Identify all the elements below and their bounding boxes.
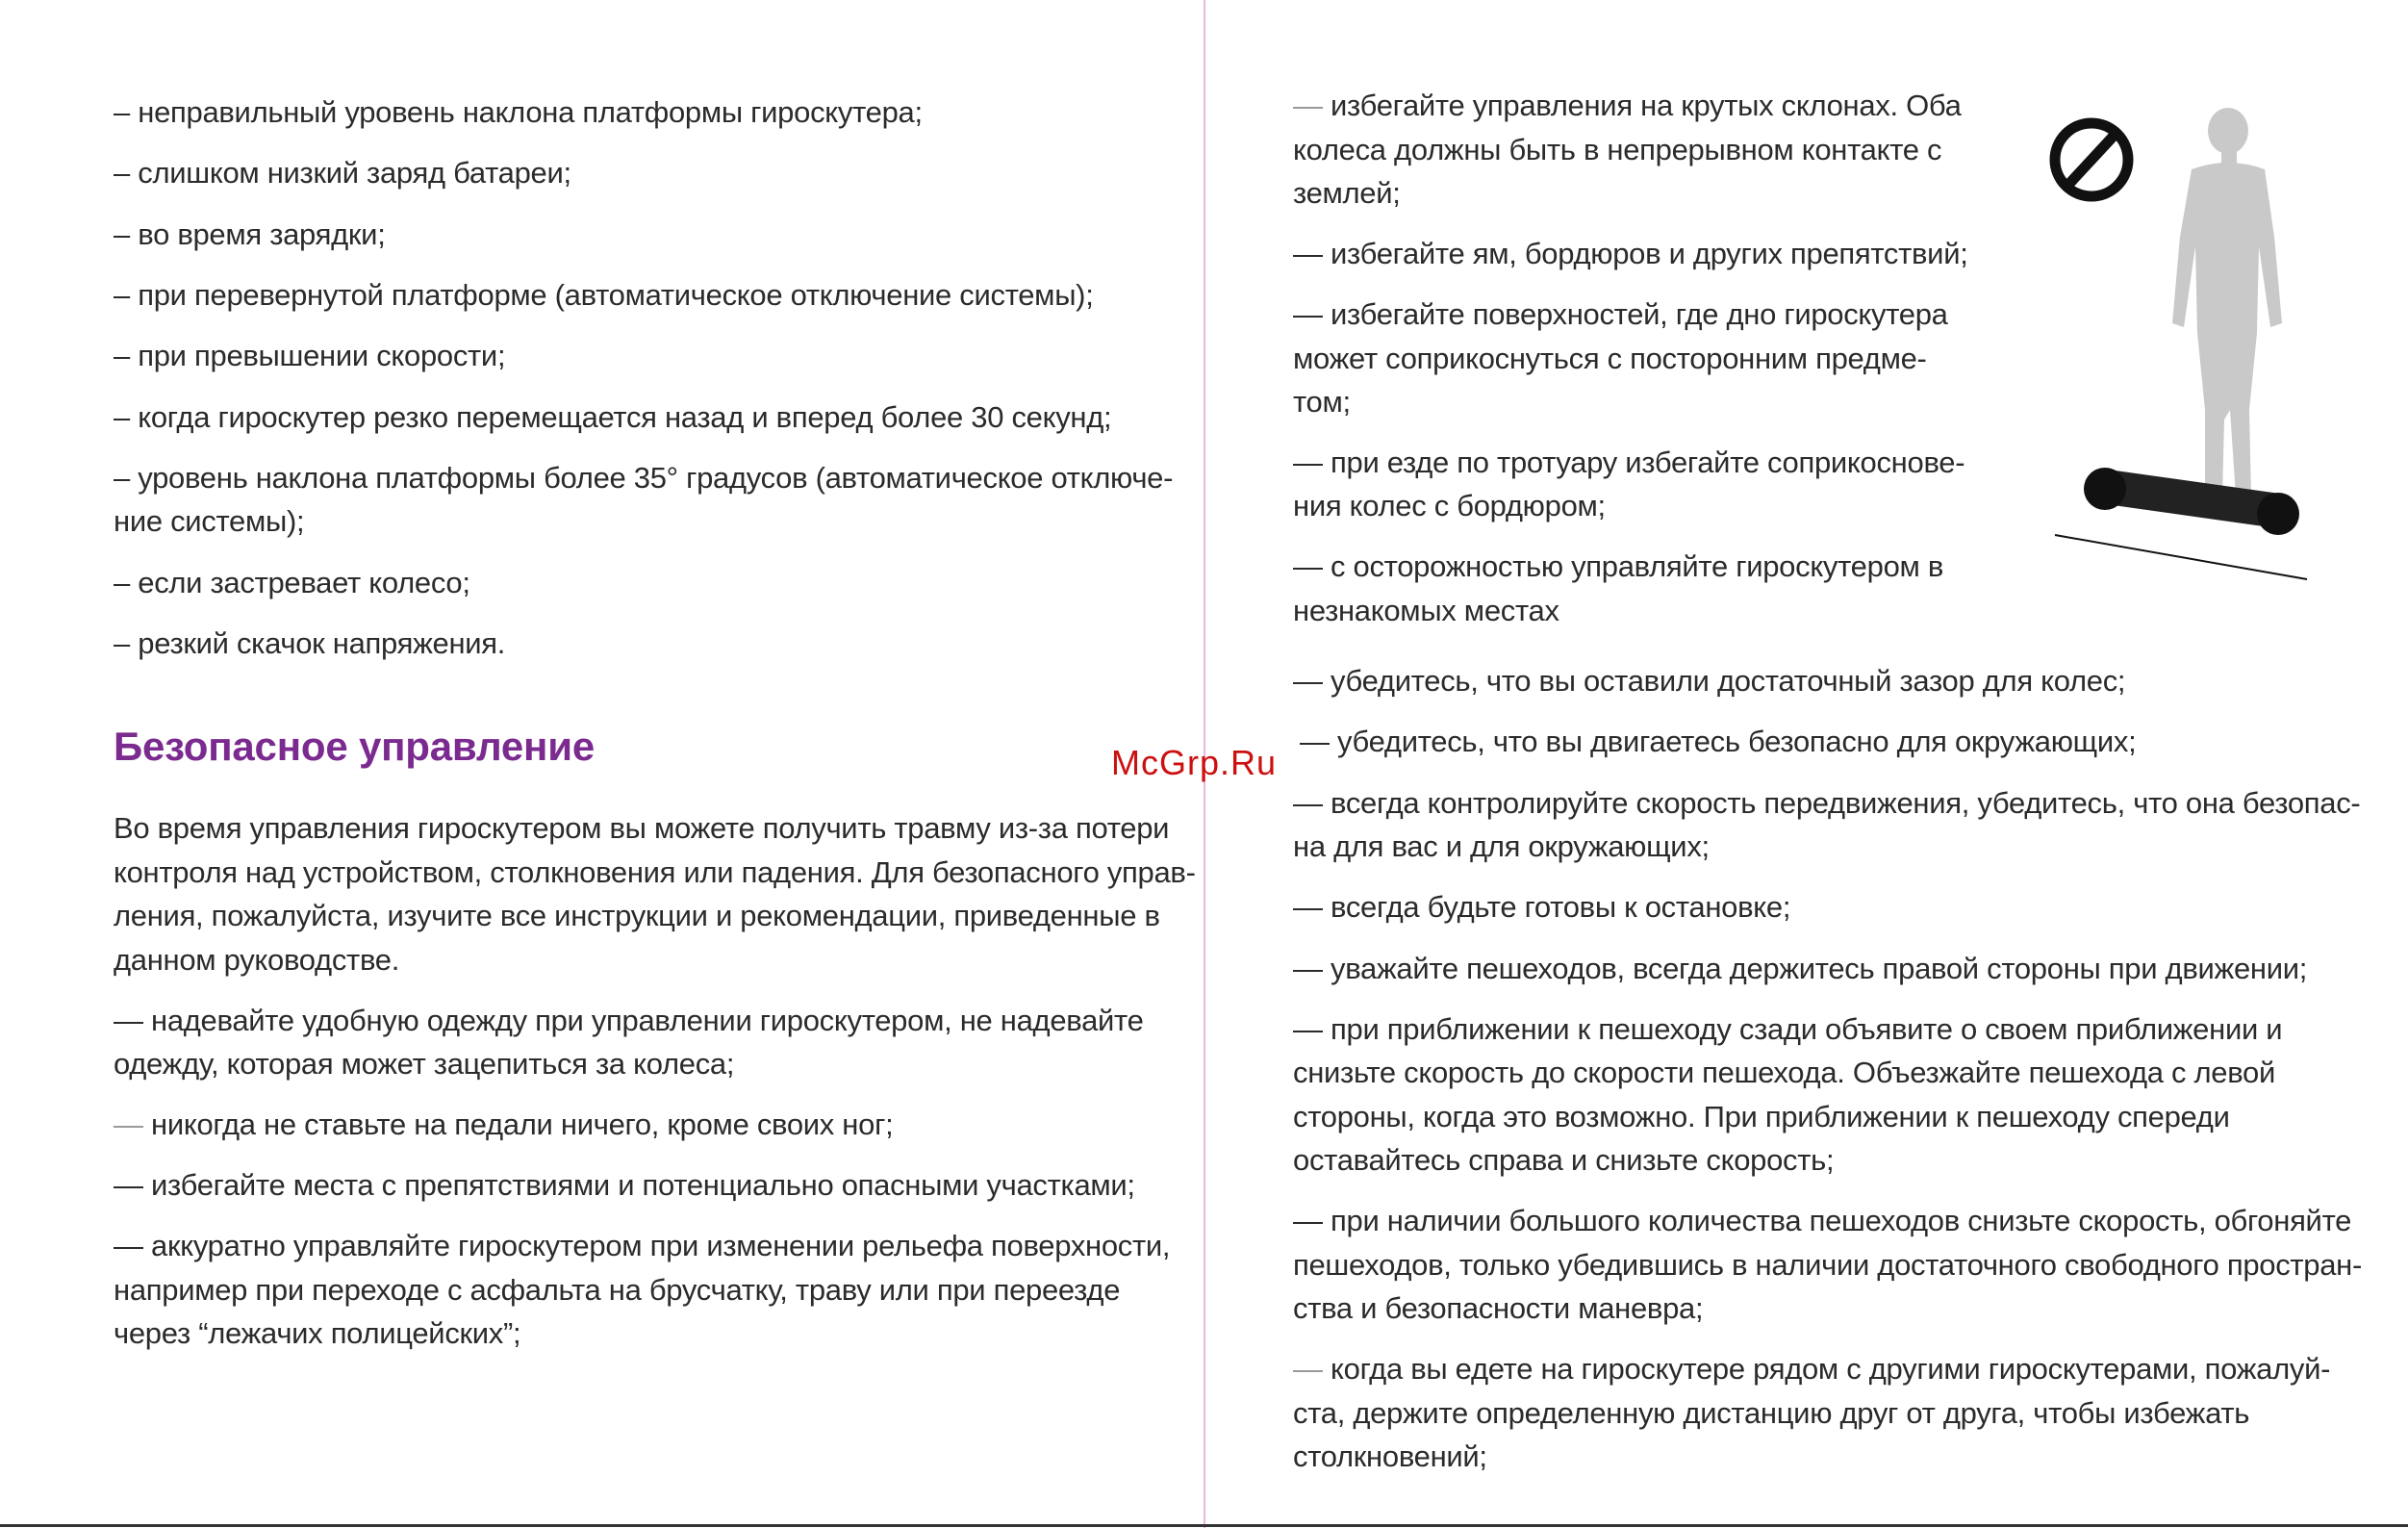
rule-line: — аккуратно управляйте гироскутером при изменении рельефа поверхности, bbox=[114, 1229, 1171, 1262]
list-item: – при превышении скорости; bbox=[114, 339, 506, 372]
rule-line: ста, держите определенную дистанцию друг от друга, чтобы избежать bbox=[1293, 1396, 2250, 1430]
prohibition-icon bbox=[2055, 123, 2128, 196]
rule-line: — при наличии большого количества пешеходов снизьте скорость, обгоняйте bbox=[1293, 1204, 2352, 1237]
rule-line: оставайтесь справа и снизьте скорость; bbox=[1293, 1143, 1835, 1177]
rule-line: стороны, когда это возможно. При приближении к пешеходу спереди bbox=[1293, 1100, 2230, 1133]
rule-line: — уважайте пешеходов, всегда держитесь правой стороны при движении; bbox=[1293, 952, 2308, 985]
rule-line: например при переходе с асфальта на брусчатку, траву или при переезде bbox=[114, 1273, 1121, 1307]
rule-line: на для вас и для окружающих; bbox=[1293, 829, 1710, 863]
intro-line: контроля над устройством, столкновения или падения. Для безопасного управ- bbox=[114, 855, 1196, 889]
rule-line: через “лежачих полицейских”; bbox=[114, 1316, 521, 1350]
rule-line: — всегда будьте готовы к остановке; bbox=[1293, 890, 1791, 924]
rule-line: — надевайте удобную одежду при управлении гироскутером, не надевайте bbox=[114, 1004, 1144, 1037]
rule-line: может соприкоснуться с посторонним предме- bbox=[1293, 342, 1927, 375]
list-item: ние системы); bbox=[114, 504, 305, 538]
section-title: Безопасное управление bbox=[114, 724, 596, 769]
rule-line: — никогда не ставьте на педали ничего, кроме своих ног; bbox=[114, 1108, 894, 1141]
hoverboard-icon bbox=[2055, 468, 2307, 579]
rule-line: — избегайте ям, бордюров и других препятствий; bbox=[1293, 237, 1968, 270]
list-item: – уровень наклона платформы более 35° градусов (автоматическое отключе- bbox=[114, 461, 1174, 495]
rule-line: — когда вы едете на гироскутере рядом с другими гироскутерами, пожалуй- bbox=[1293, 1352, 2331, 1386]
rule-line: — избегайте места с препятствиями и потенциально опасными участками; bbox=[114, 1168, 1135, 1202]
rule-line: ния колес с бордюром; bbox=[1293, 489, 1606, 522]
list-item: – если застревает колесо; bbox=[114, 566, 470, 599]
intro-line: Во время управления гироскутером вы можете получить травму из-за потери bbox=[114, 811, 1170, 845]
rule-line: снизьте скорость до скорости пешехода. Объезжайте пешехода с левой bbox=[1293, 1056, 2276, 1089]
rule-line: ства и безопасности маневра; bbox=[1293, 1291, 1704, 1325]
rule-line: незнакомых местах bbox=[1293, 594, 1559, 627]
rule-line: — при езде по тротуару избегайте соприкоснове- bbox=[1293, 446, 1965, 479]
list-item: – резкий скачок напряжения. bbox=[114, 626, 506, 660]
rule-line: — убедитесь, что вы оставили достаточный зазор для колес; bbox=[1293, 664, 2126, 698]
rule-line: — избегайте поверхностей, где дно гироскутера bbox=[1293, 297, 1948, 331]
rule-line: столкновений; bbox=[1293, 1439, 1487, 1473]
watermark: McGrp.Ru bbox=[1111, 743, 1278, 782]
slope-warning-illustration bbox=[2036, 92, 2315, 593]
bottom-rule bbox=[0, 1524, 2408, 1527]
rule-line: колеса должны быть в непрерывном контакте с bbox=[1293, 133, 1942, 166]
rule-line: — всегда контролируйте скорость передвижения, убедитесь, что она безопас- bbox=[1293, 786, 2361, 820]
intro-line: данном руководстве. bbox=[114, 943, 400, 977]
rule-line: — избегайте управления на крутых склонах. Оба bbox=[1293, 89, 1962, 122]
list-item: – неправильный уровень наклона платформы гироскутера; bbox=[114, 95, 923, 129]
rule-line: землей; bbox=[1293, 176, 1401, 210]
rule-line: пешеходов, только убедившись в наличии достаточного свободного простран- bbox=[1293, 1248, 2363, 1282]
person-silhouette-icon bbox=[2172, 108, 2282, 497]
rule-line: том; bbox=[1293, 385, 1351, 419]
rule-line: — с осторожностью управляйте гироскутером в bbox=[1293, 549, 1944, 583]
rule-line: — убедитесь, что вы двигаетесь безопасно для окружающих; bbox=[1300, 725, 2137, 758]
list-item: – слишком низкий заряд батареи; bbox=[114, 156, 571, 190]
list-item: – когда гироскутер резко перемещается назад и вперед более 30 секунд; bbox=[114, 400, 1112, 434]
rule-line: одежду, которая может зацепиться за колеса; bbox=[114, 1047, 735, 1081]
rule-line: — при приближении к пешеходу сзади объявите о своем приближении и bbox=[1293, 1012, 2283, 1046]
list-item: – при перевернутой платформе (автоматическое отключение системы); bbox=[114, 278, 1094, 312]
intro-line: ления, пожалуйста, изучите все инструкции и рекомендации, приведенные в bbox=[114, 899, 1160, 932]
list-item: – во время зарядки; bbox=[114, 217, 386, 251]
